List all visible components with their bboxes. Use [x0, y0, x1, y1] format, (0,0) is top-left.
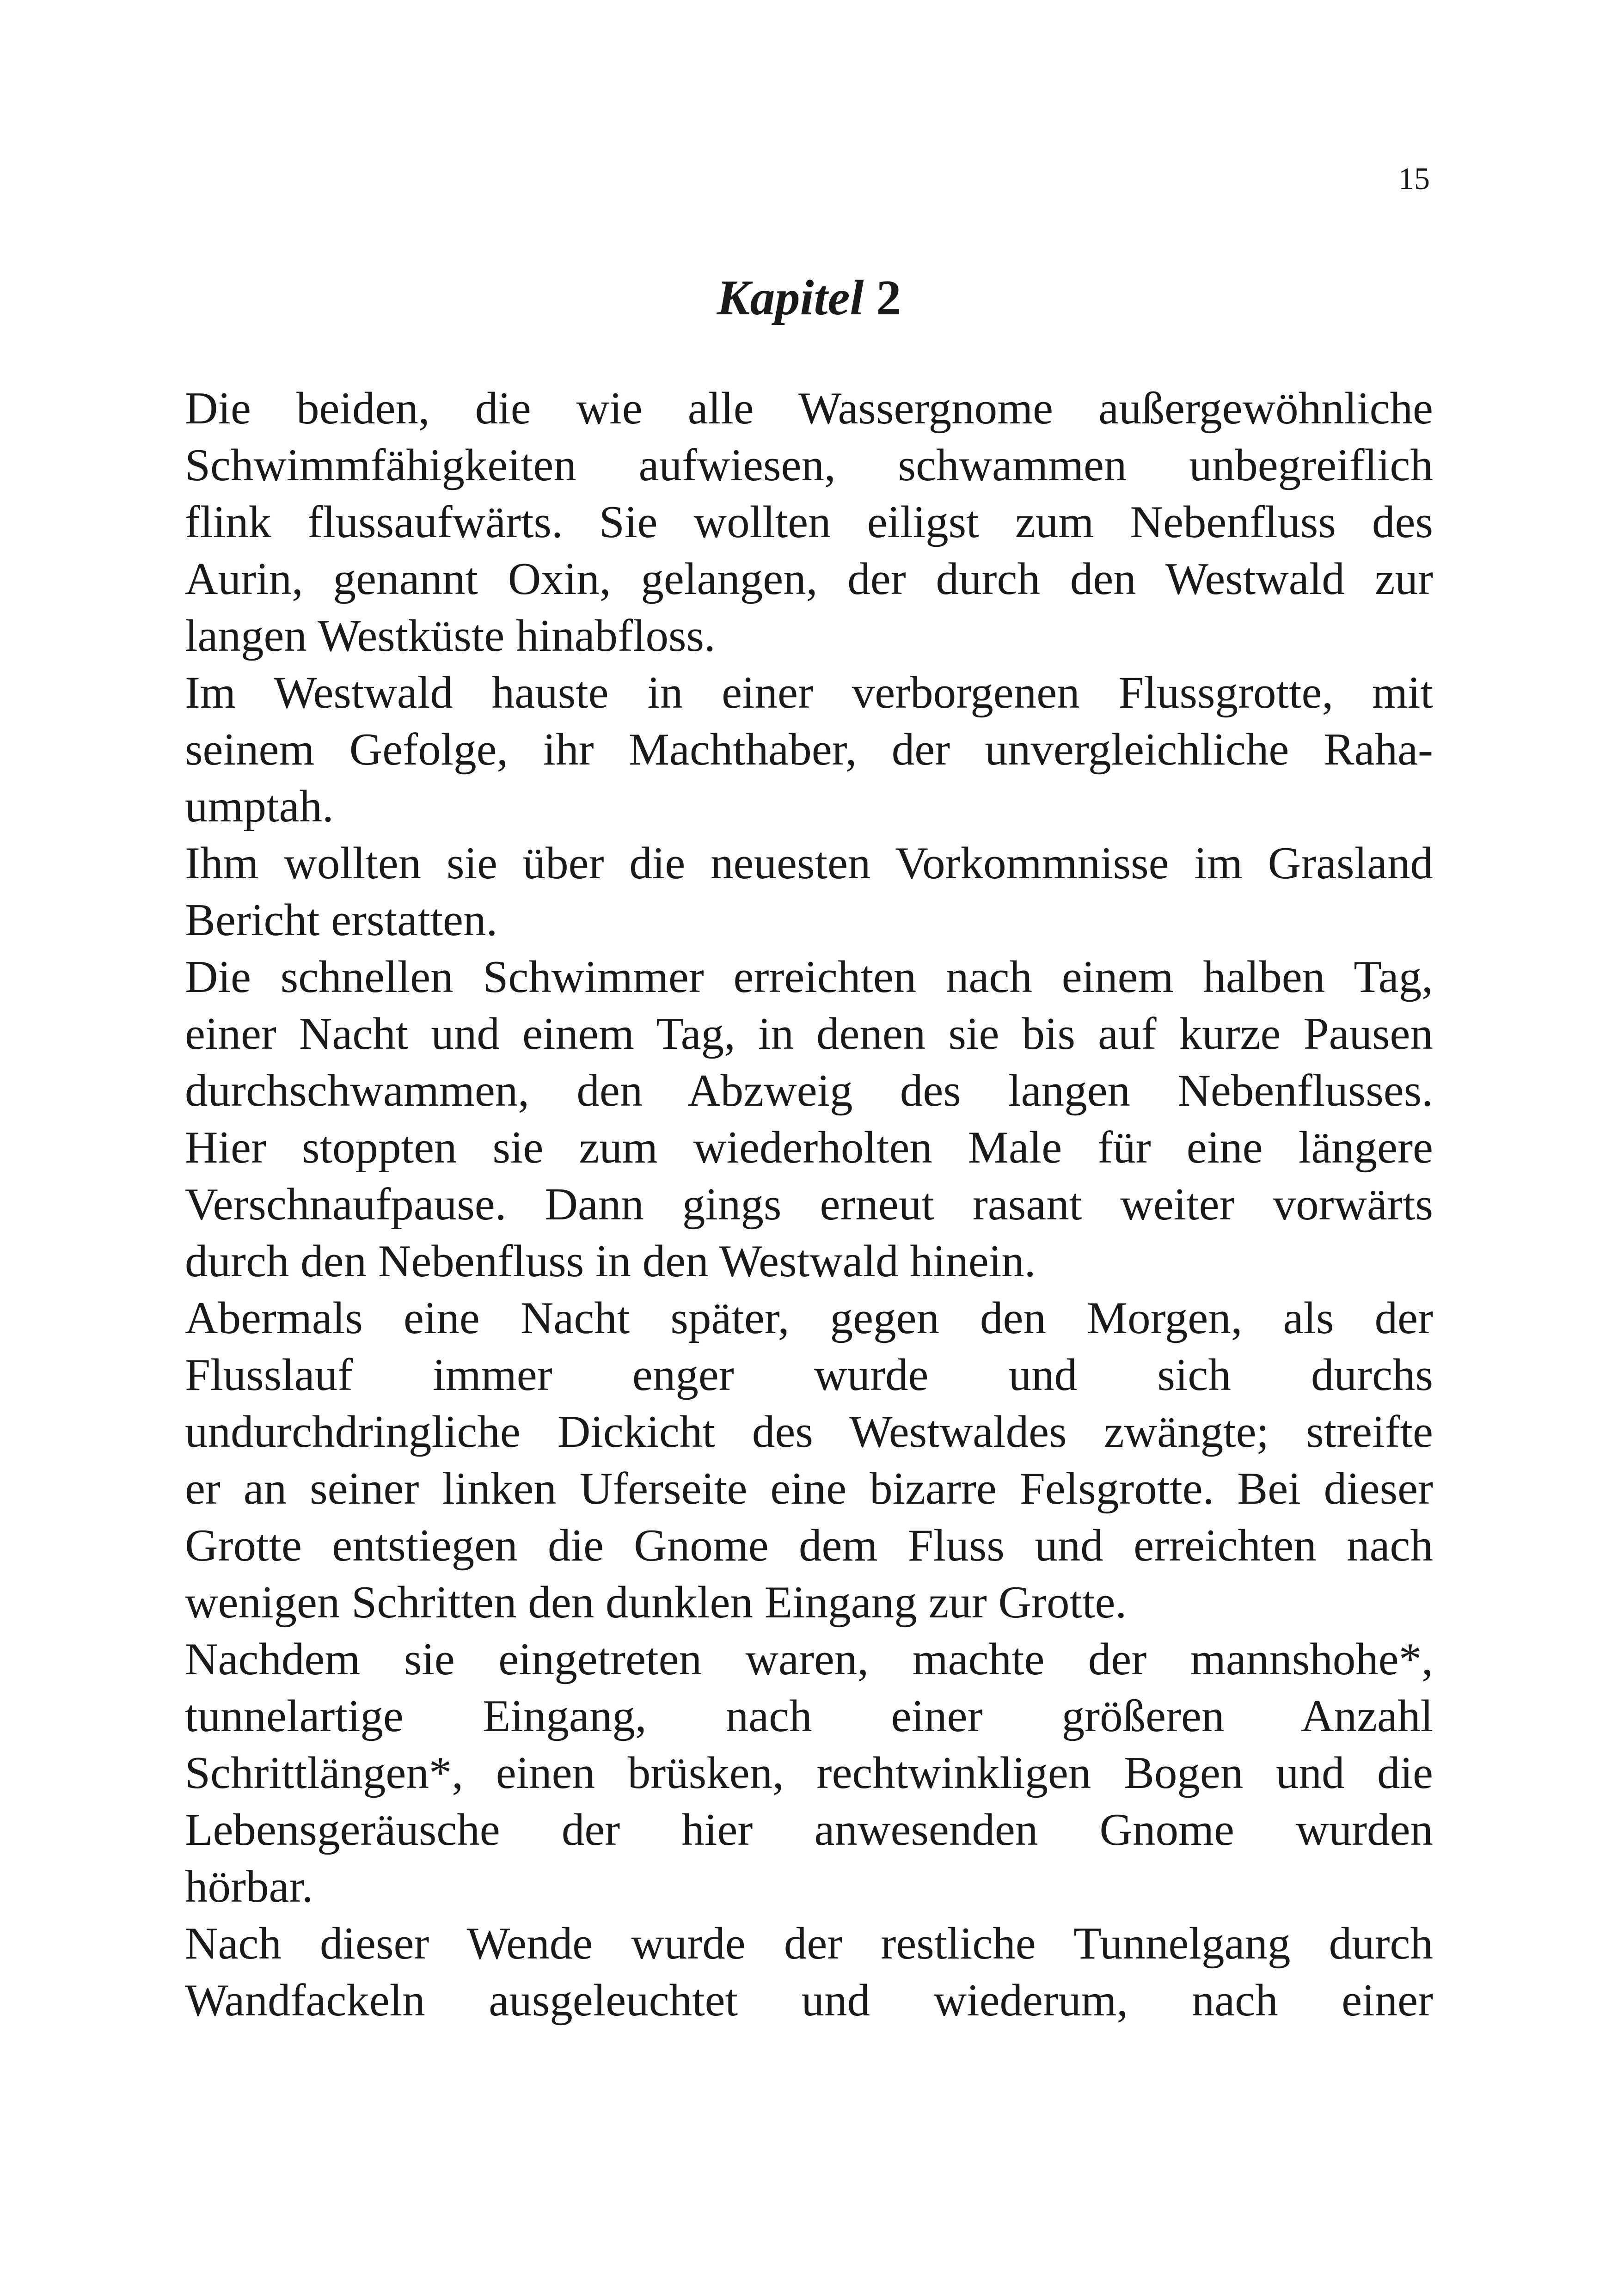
text-line: flink flussaufwärts. Sie wollten eiligst zum Nebenfluss des — [185, 497, 1433, 547]
text-line: Schrittlängen*, einen brüsken, rechtwinkligen Bogen und die — [185, 1748, 1433, 1798]
text-line: Ihm wollten sie über die neuesten Vorkommnisse im Grasland — [185, 838, 1433, 888]
text-line: Hier stoppten sie zum wiederholten Male für eine längere — [185, 1122, 1433, 1173]
chapter-title — [0, 268, 1618, 328]
text-line: durchschwammen, den Abzweig des langen Nebenflusses. — [185, 1065, 1433, 1116]
text-line: Verschnaufpause. Dann gings erneut rasant weiter vorwärts — [185, 1179, 1433, 1230]
text-line: einer Nacht und einem Tag, in denen sie bis auf kurze Pausen — [185, 1009, 1433, 1059]
text-line: langen Westküste hinabfloss. — [185, 611, 716, 661]
text-line: Schwimmfähigkeiten aufwiesen, schwammen unbegreiflich — [185, 440, 1433, 490]
chapter-body-text — [185, 380, 1433, 2029]
text-line: Abermals eine Nacht später, gegen den Morgen, als der — [185, 1293, 1433, 1343]
text-line: durch den Nebenfluss in den Westwald hinein. — [185, 1236, 1036, 1286]
text-line: Nachdem sie eingetreten waren, machte der mannshohe*, — [185, 1634, 1433, 1684]
text-line: hörbar. — [185, 1861, 313, 1912]
text-line: Die schnellen Schwimmer erreichten nach einem halben Tag, — [185, 952, 1433, 1002]
text-line: er an seiner linken Uferseite eine bizarre Felsgrotte. Bei dieser — [185, 1463, 1433, 1514]
page-number: 15 — [1398, 161, 1430, 196]
text-line: undurchdringliche Dickicht des Westwaldes zwängte; streifte — [185, 1407, 1433, 1457]
chapter-number: 2 — [876, 270, 901, 325]
text-line: wenigen Schritten den dunklen Eingang zur Grotte. — [185, 1577, 1127, 1628]
text-line: seinem Gefolge, ihr Machthaber, der unvergleichliche Raha- — [185, 724, 1433, 775]
text-line: tunnelartige Eingang, nach einer größeren Anzahl — [185, 1691, 1433, 1741]
text-line: Nach dieser Wende wurde der restliche Tunnelgang durch — [185, 1918, 1433, 1969]
chapter-title-word: Kapitel — [717, 270, 864, 325]
text-line: Im Westwald hauste in einer verborgenen Flussgrotte, mit — [185, 667, 1433, 718]
text-line: umptah. — [185, 781, 334, 832]
text-line: Die beiden, die wie alle Wassergnome außergewöhnliche — [185, 383, 1433, 434]
text-line: Flusslauf immer enger wurde und sich durchs — [185, 1350, 1433, 1400]
text-line: Lebensgeräusche der hier anwesenden Gnome wurden — [185, 1805, 1433, 1855]
text-line: Bericht erstatten. — [185, 895, 498, 945]
text-line: Aurin, genannt Oxin, gelangen, der durch den Westwald zur — [185, 554, 1433, 604]
text-line: Grotte entstiegen die Gnome dem Fluss und erreichten nach — [185, 1520, 1433, 1571]
text-line: Wandfackeln ausgeleuchtet und wiederum, nach einer — [185, 1975, 1433, 2026]
